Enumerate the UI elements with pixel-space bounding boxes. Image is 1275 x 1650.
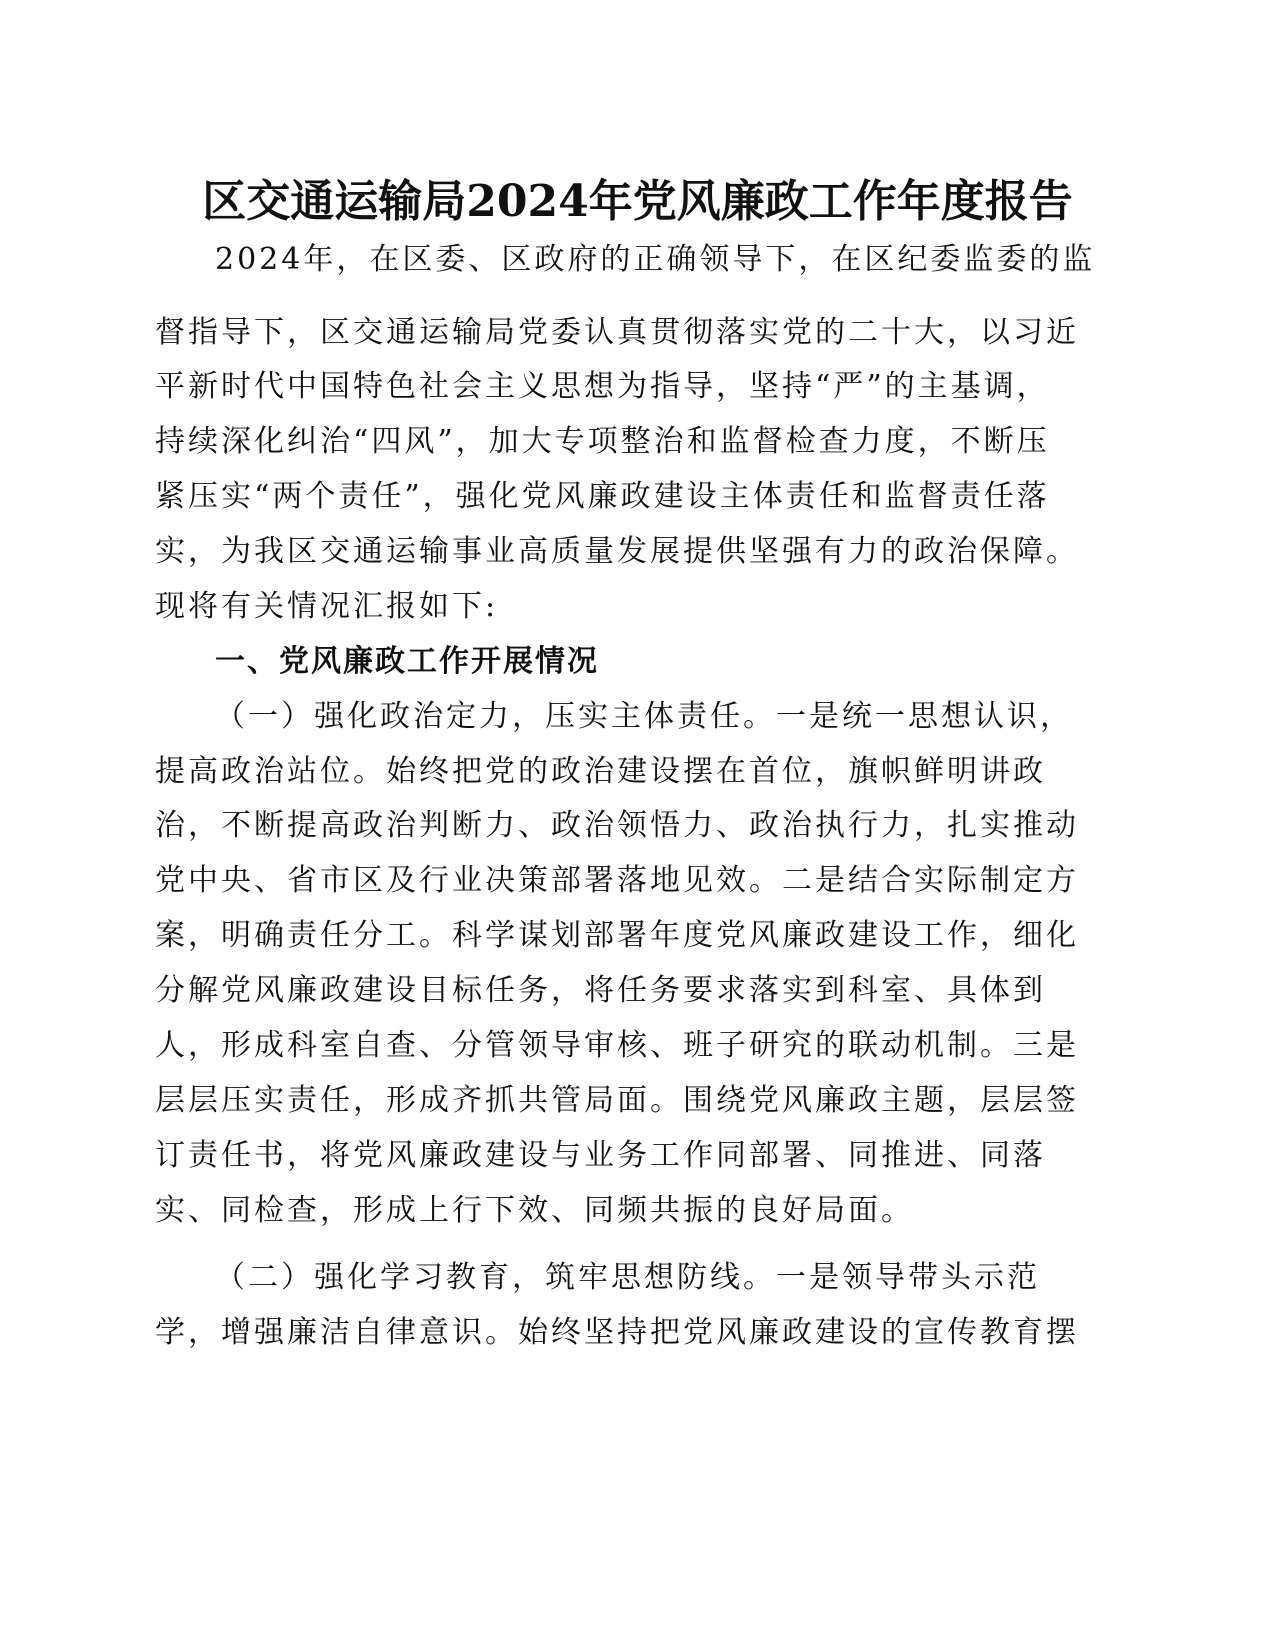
paragraph-line: 层层压实责任，形成齐抓共管局面。围绕党风廉政主题，层层签 <box>155 1083 1079 1118</box>
paragraph-line: 平新时代中国特色社会主义思想为指导，坚持“严”的主基调， <box>155 369 1050 404</box>
paragraph-line: 2024年，在区委、区政府的正确领导下，在区纪委监委的监 <box>215 242 1096 277</box>
paragraph-line: （二）强化学习教育，筑牢思想防线。一是领导带头示范 <box>215 1260 1040 1295</box>
paragraph-line: 人，形成科室自查、分管领导审核、班子研究的联动机制。三是 <box>155 1028 1079 1063</box>
paragraph-line: 案，明确责任分工。科学谋划部署年度党风廉政建设工作，细化 <box>155 918 1079 953</box>
document-title: 区交通运输局2024年党风廉政工作年度报告 <box>202 176 1073 227</box>
paragraph-line: 订责任书，将党风廉政建设与业务工作同部署、同推进、同落 <box>155 1138 1046 1173</box>
paragraph-line: 紧压实“两个责任”，强化党风廉政建设主体责任和监督责任落 <box>155 479 1050 514</box>
section-heading: 一、党风廉政工作开展情况 <box>215 644 599 679</box>
paragraph-line: 实，为我区交通运输事业高质量发展提供坚强有力的政治保障。 <box>155 534 1079 569</box>
paragraph-line: 党中央、省市区及行业决策部署落地见效。二是结合实际制定方 <box>155 863 1079 898</box>
paragraph-line: 分解党风廉政建设目标任务，将任务要求落实到科室、具体到 <box>155 973 1046 1008</box>
paragraph-line: 现将有关情况汇报如下: <box>155 589 499 624</box>
paragraph-line: 督指导下，区交通运输局党委认真贯彻落实党的二十大，以习近 <box>155 315 1079 350</box>
paragraph-line: （一）强化政治定力，压实主体责任。一是统一思想认识， <box>215 699 1073 734</box>
paragraph-line: 持续深化纠治“四风”，加大专项整治和监督检查力度，不断压 <box>155 424 1050 459</box>
paragraph-line: 实、同检查，形成上行下效、同频共振的良好局面。 <box>155 1193 914 1228</box>
paragraph-line: 治，不断提高政治判断力、政治领悟力、政治执行力，扎实推动 <box>155 808 1079 843</box>
paragraph-line: 提高政治站位。始终把党的政治建设摆在首位，旗帜鲜明讲政 <box>155 754 1046 789</box>
paragraph-line: 学，增强廉洁自律意识。始终坚持把党风廉政建设的宣传教育摆 <box>155 1315 1079 1350</box>
